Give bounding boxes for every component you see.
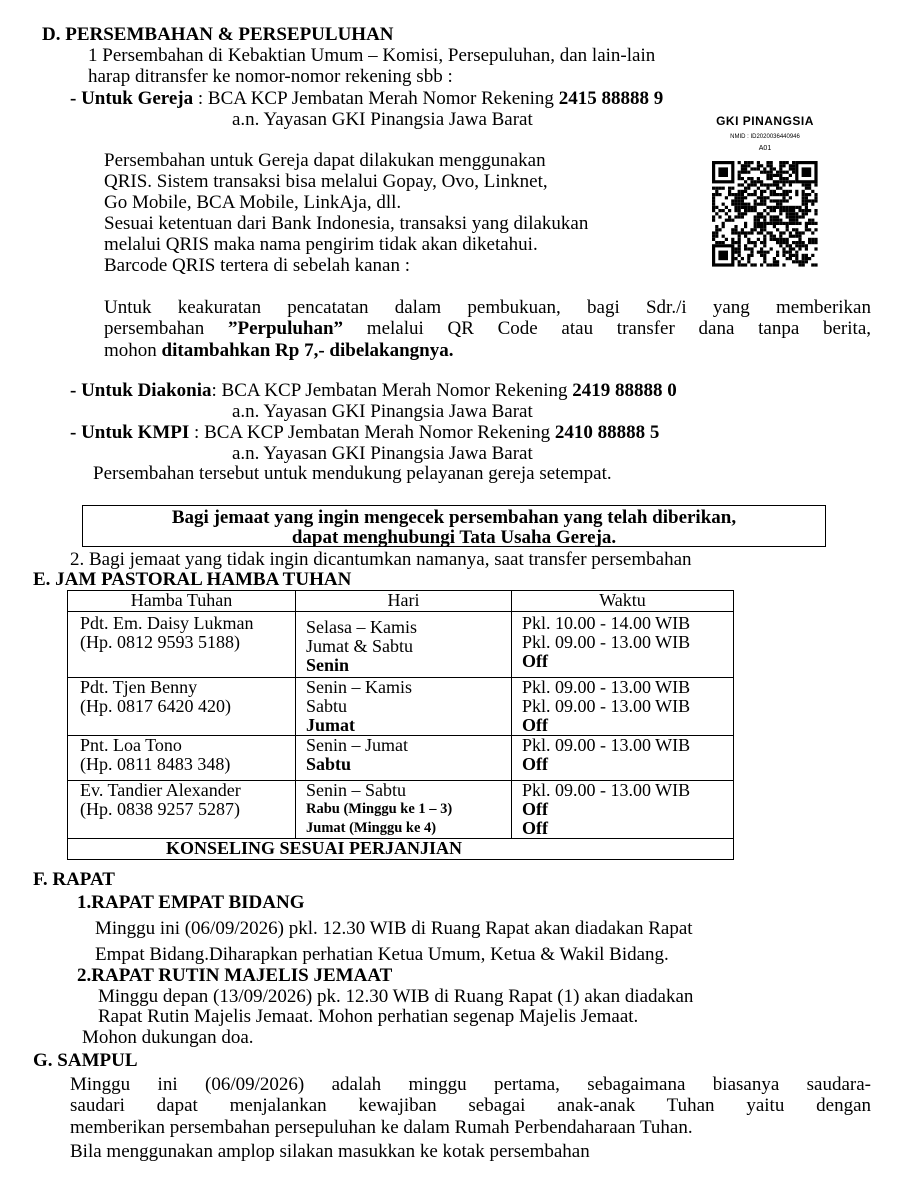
time-cell: [512, 781, 734, 839]
table-row: [68, 781, 734, 839]
kmpi-bank-text: : BCA KCP Jembatan Merah Nomor Rekening: [189, 422, 555, 443]
gereja-account-number: 2415 88888 9: [558, 88, 664, 109]
prayer-support-note: Mohon dukungan doa.: [82, 1027, 254, 1048]
table-row: [68, 678, 734, 736]
days-cell: [296, 612, 512, 678]
pastor-cell: [68, 612, 296, 678]
kmpi-account-number: 2410 88888 5: [554, 422, 660, 443]
pastor-phone: (Hp. 0811 8483 348): [80, 754, 231, 774]
pastor-name: Pnt. Loa Tono: [80, 735, 182, 755]
diakonia-account-number: 2419 88888 0: [572, 380, 677, 401]
service-time: Off: [522, 754, 548, 774]
service-time: Pkl. 09.00 - 13.00 WIB: [522, 632, 691, 652]
pastor-name: Pdt. Em. Daisy Lukman: [80, 613, 254, 633]
days-cell: [296, 678, 512, 736]
service-day: Rabu (Minggu ke 1 – 3): [306, 801, 453, 817]
pastor-name: Ev. Tandier Alexander: [80, 780, 241, 800]
pastor-phone: (Hp. 0812 9593 5188): [80, 632, 240, 652]
diakonia-account-line: [70, 380, 677, 401]
service-time: Pkl. 09.00 - 13.00 WIB: [522, 780, 691, 800]
gereja-account-holder: a.n. Yayasan GKI Pinangsia Jawa Barat: [232, 109, 533, 130]
accuracy-line-2: [104, 318, 871, 339]
service-day: Jumat & Sabtu: [306, 636, 413, 656]
gereja-bank-text: : BCA KCP Jembatan Merah Nomor Rekening: [193, 88, 559, 109]
section-d-heading: D. PERSEMBAHAN & PERSEPULUHAN: [42, 24, 394, 45]
accuracy-instruction: ditambahkan Rp 7,- dibelakangnya.: [161, 340, 454, 361]
accuracy-mohon: mohon: [104, 340, 162, 361]
pastor-cell: [68, 678, 296, 736]
service-time: Off: [522, 799, 548, 819]
offering-intro-line-1: 1 Persembahan di Kebaktian Umum – Komisi, Persepuluhan, dan lain-lain: [88, 45, 656, 66]
table-row: [68, 612, 734, 678]
days-cell: [296, 781, 512, 839]
envelope-line-3: memberikan persembahan persepuluhan ke dalam Rumah Perbendaharaan Tuhan.: [70, 1117, 693, 1138]
accuracy-line-1: Untuk keakuratan pencatatan dalam pembukuan, bagi Sdr./i yang memberikan: [104, 297, 871, 318]
service-day: Senin – Kamis: [306, 677, 412, 697]
qris-description-line: Go Mobile, BCA Mobile, LinkAja, dll.: [104, 192, 402, 213]
service-time: Pkl. 09.00 - 13.00 WIB: [522, 735, 691, 755]
service-day: Jumat (Minggu ke 4): [306, 820, 437, 836]
service-day: Selasa – Kamis: [306, 617, 417, 637]
table-row: [68, 736, 734, 781]
service-time: Pkl. 09.00 - 13.00 WIB: [522, 677, 691, 697]
time-cell: [512, 612, 734, 678]
service-day: Jumat: [306, 715, 355, 735]
diakonia-label: - Untuk Diakonia: [70, 380, 212, 401]
envelope-line-4: Bila menggunakan amplop silakan masukkan ke kotak persembahan: [70, 1141, 590, 1162]
qris-description-line: melalui QRIS maka nama pengirim tidak akan diketahui.: [104, 234, 538, 255]
pastoral-hours-table: [67, 590, 734, 860]
notice-line-1: Bagi jemaat yang ingin mengecek persembahan yang telah diberikan,: [171, 507, 737, 528]
meeting-2-line-2: Rapat Rutin Majelis Jemaat. Mohon perhatian segenap Majelis Jemaat.: [98, 1006, 639, 1027]
pastor-name: Pdt. Tjen Benny: [80, 677, 198, 697]
counseling-note: KONSELING SESUAI PERJANJIAN: [68, 839, 734, 860]
accuracy-text-c: melalui QR Code atau transfer dana tanpa berita,: [343, 318, 871, 339]
meeting-2-title: 2.RAPAT RUTIN MAJELIS JEMAAT: [77, 965, 393, 986]
service-time: Off: [522, 715, 548, 735]
service-day: Senin – Sabtu: [306, 780, 407, 800]
qris-merchant-name: GKI PINANGSIA: [716, 114, 814, 128]
kmpi-account-holder: a.n. Yayasan GKI Pinangsia Jawa Barat: [232, 443, 533, 464]
notice-box: [82, 505, 826, 547]
service-day: Senin: [306, 655, 350, 675]
qris-description-line: Persembahan untuk Gereja dapat dilakukan menggunakan: [104, 150, 546, 171]
meeting-1-title: 1.RAPAT EMPAT BIDANG: [77, 892, 305, 913]
perpuluhan-term: ”Perpuluhan”: [227, 318, 344, 339]
section-g-heading: G. SAMPUL: [33, 1050, 138, 1071]
qr-code-icon: [704, 160, 826, 268]
pastor-phone: (Hp. 0817 6420 420): [80, 696, 231, 716]
meeting-1-line-2: Empat Bidang.Diharapkan perhatian Ketua Umum, Ketua & Wakil Bidang.: [95, 944, 669, 965]
gereja-label: - Untuk Gereja: [70, 88, 194, 109]
pastor-phone: (Hp. 0838 9257 5287): [80, 799, 240, 819]
envelope-line-1: Minggu ini (06/09/2026) adalah minggu pertama, sebagaimana biasanya saudara-: [70, 1074, 871, 1095]
accuracy-line-3: [104, 340, 454, 361]
qris-nmid: NMID : ID2020036440946: [730, 134, 800, 140]
service-day: Sabtu: [306, 696, 348, 716]
meeting-1-line-1: Minggu ini (06/09/2026) pkl. 12.30 WIB di Ruang Rapat akan diadakan Rapat: [95, 918, 693, 939]
qris-description-line: QRIS. Sistem transaksi bisa melalui Gopay, Ovo, Linknet,: [104, 171, 548, 192]
pastor-cell: [68, 781, 296, 839]
service-time: Pkl. 09.00 - 13.00 WIB: [522, 696, 691, 716]
offering-intro-line-2: harap ditransfer ke nomor-nomor rekening sbb :: [88, 66, 453, 87]
qris-terminal-code: A01: [758, 145, 772, 152]
qris-code-card[interactable]: [698, 112, 832, 272]
service-day: Senin – Jumat: [306, 735, 408, 755]
time-cell: [512, 678, 734, 736]
kmpi-account-line: [70, 422, 659, 443]
days-cell: [296, 736, 512, 781]
service-time: Off: [522, 818, 548, 838]
section-e-heading: E. JAM PASTORAL HAMBA TUHAN: [33, 569, 352, 590]
pastor-cell: [68, 736, 296, 781]
service-time: Off: [522, 651, 548, 671]
anonymous-transfer-note: 2. Bagi jemaat yang tidak ingin dicantumkan namanya, saat transfer persembahan: [70, 549, 692, 570]
column-header-hamba-tuhan: Hamba Tuhan: [68, 591, 296, 612]
meeting-2-line-1: Minggu depan (13/09/2026) pk. 12.30 WIB di Ruang Rapat (1) akan diadakan: [98, 986, 694, 1007]
service-day: Sabtu: [306, 754, 352, 774]
gereja-account-line: [70, 88, 663, 109]
qris-description-line: Sesuai ketentuan dari Bank Indonesia, transaksi yang dilakukan: [104, 213, 589, 234]
service-time: Pkl. 10.00 - 14.00 WIB: [522, 613, 691, 633]
support-note: Persembahan tersebut untuk mendukung pelayanan gereja setempat.: [93, 463, 612, 484]
qris-description-line: Barcode QRIS tertera di sebelah kanan :: [104, 255, 410, 276]
envelope-line-2: saudari dapat menjalankan kewajiban sebagai anak-anak Tuhan yaitu dengan: [70, 1095, 871, 1116]
diakonia-bank-text: : BCA KCP Jembatan Merah Nomor Rekening: [211, 380, 573, 401]
column-header-waktu: Waktu: [512, 591, 734, 612]
column-header-hari: Hari: [296, 591, 512, 612]
notice-line-2: dapat menghubungi Tata Usaha Gereja.: [291, 527, 617, 548]
section-f-heading: F. RAPAT: [33, 869, 115, 890]
kmpi-label: - Untuk KMPI: [70, 422, 190, 443]
accuracy-text-a: persembahan: [104, 318, 228, 339]
diakonia-account-holder: a.n. Yayasan GKI Pinangsia Jawa Barat: [232, 401, 533, 422]
time-cell: [512, 736, 734, 781]
